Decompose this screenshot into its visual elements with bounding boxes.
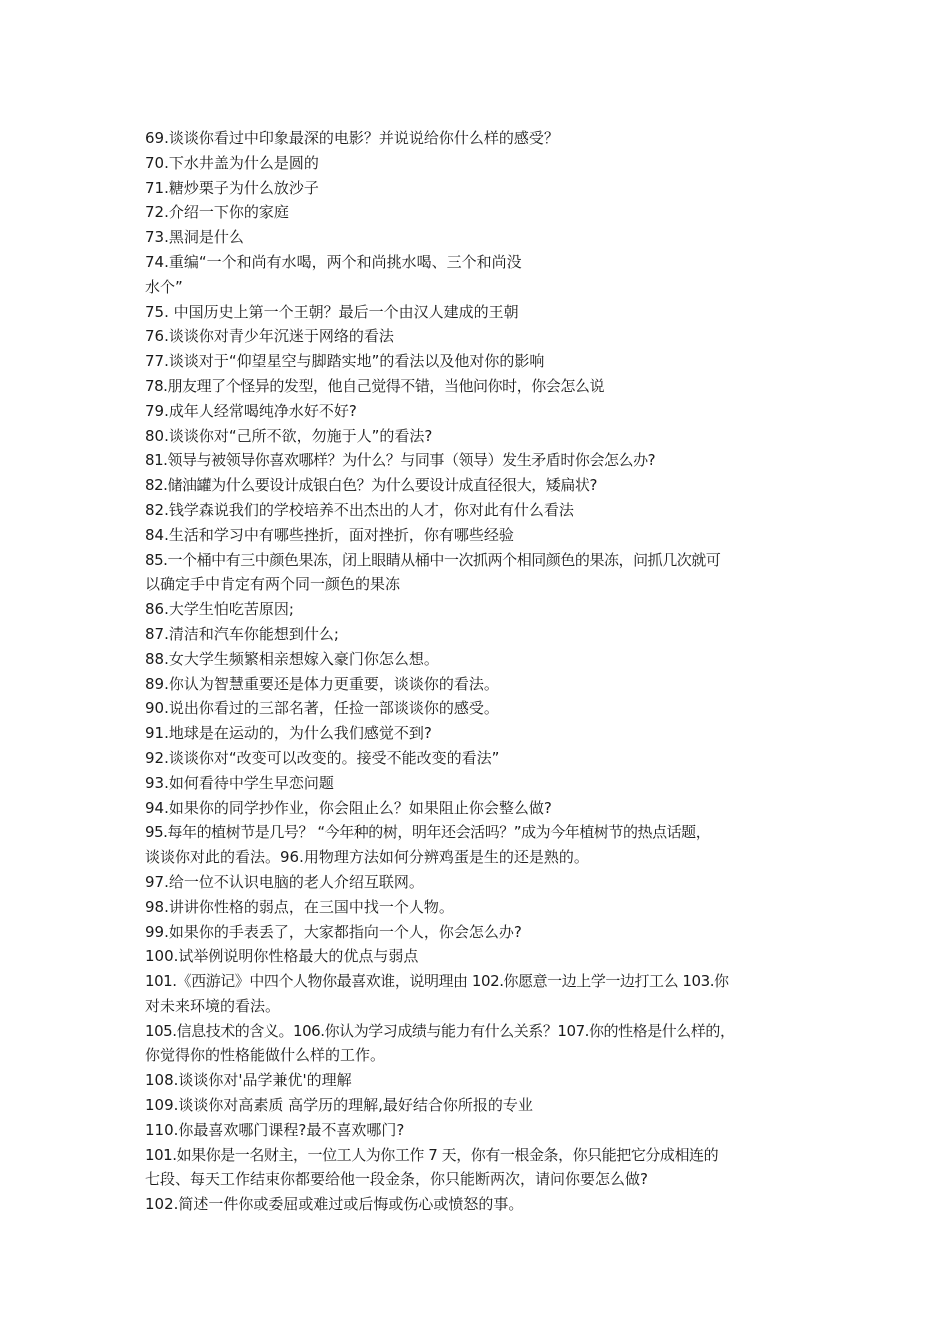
text-line: 80.谈谈你对“己所不欲，勿施于人”的看法? <box>145 426 433 445</box>
text-line: 86.大学生怕吃苦原因; <box>145 600 294 619</box>
text-line: 79.成年人经常喝纯净水好不好? <box>145 401 357 420</box>
text-line: 七段、每天工作结束你都要给他一段金条，你只能断两次，请问你要怎么做? <box>145 1170 648 1189</box>
text-line: 95.每年的植树节是几号？ “今年种的树，明年还会活吗？”成为今年植树节的热点话题， <box>145 823 711 842</box>
text-line: 74.重编“一个和尚有水喝，两个和尚挑水喝、三个和尚没 <box>145 252 522 271</box>
text-line: 99.如果你的手表丢了，大家都指向一个人，你会怎么办? <box>145 922 522 941</box>
text-line: 72.介绍一下你的家庭 <box>145 203 289 222</box>
text-line: 谈谈你对此的看法。96.用物理方法如何分辨鸡蛋是生的还是熟的。 <box>145 848 589 867</box>
text-line: 91.地球是在运动的，为什么我们感觉不到? <box>145 724 432 743</box>
text-line: 水个” <box>145 277 183 296</box>
text-line: 102.简述一件你或委屈或难过或后悔或伤心或愤怒的事。 <box>145 1195 524 1214</box>
text-line: 84.生活和学习中有哪些挫折，面对挫折，你有哪些经验 <box>145 525 514 544</box>
text-line: 109.谈谈你对高素质 高学历的理解,最好结合你所报的专业 <box>145 1096 533 1115</box>
text-line: 89.你认为智慧重要还是体力更重要，谈谈你的看法。 <box>145 674 499 693</box>
text-line: 76.谈谈你对青少年沉迷于网络的看法 <box>145 327 394 346</box>
text-line: 88.女大学生频繁相亲想嫁入豪门你怎么想。 <box>145 649 439 668</box>
text-line: 82.钱学森说我们的学校培养不出杰出的人才，你对此有什么看法 <box>145 500 574 519</box>
text-line: 100.试举例说明你性格最大的优点与弱点 <box>145 947 419 966</box>
text-line: 81.领导与被领导你喜欢哪样？为什么？与同事（领导）发生矛盾时你会怎么办? <box>145 451 656 470</box>
text-line: 你觉得你的性格能做什么样的工作。 <box>145 1046 386 1065</box>
text-line: 101.《西游记》中四个人物你最喜欢谁，说明理由 102.你愿意一边上学一边打工么 103.你 <box>145 972 729 991</box>
text-line: 92.谈谈你对“改变可以改变的。接受不能改变的看法” <box>145 748 500 767</box>
text-line: 70.下水井盖为什么是圆的 <box>145 153 319 172</box>
text-line: 105.信息技术的含义。106.你认为学习成绩与能力有什么关系？107.你的性格是什么样的， <box>145 1021 735 1040</box>
text-line: 97.给一位不认识电脑的老人介绍互联网。 <box>145 872 424 891</box>
text-line: 87.清洁和汽车你能想到什么; <box>145 624 339 643</box>
text-line: 94.如果你的同学抄作业，你会阻止么？如果阻止你会整么做? <box>145 798 552 817</box>
text-line: 108.谈谈你对'品学兼优'的理解 <box>145 1071 352 1090</box>
text-line: 75. 中国历史上第一个王朝？最后一个由汉人建成的王朝 <box>145 302 519 321</box>
text-line: 对未来环境的看法。 <box>145 996 281 1015</box>
text-line: 110.你最喜欢哪门课程?最不喜欢哪门? <box>145 1120 405 1139</box>
text-line: 71.糖炒栗子为什么放沙子 <box>145 178 319 197</box>
document-text-block <box>145 126 815 1217</box>
text-line: 69.谈谈你看过中印象最深的电影？并说说给你什么样的感受？ <box>145 129 559 147</box>
text-line: 85.一个桶中有三中颜色果冻，闭上眼睛从桶中一次抓两个相同颜色的果冻，问抓几次就可 <box>145 550 721 569</box>
text-line: 77.谈谈对于“仰望星空与脚踏实地”的看法以及他对你的影响 <box>145 352 545 371</box>
text-line: 82.储油罐为什么要设计成银白色？为什么要设计成直径很大，矮扁状? <box>145 476 597 495</box>
text-line: 93.如何看待中学生早恋问题 <box>145 773 334 792</box>
text-line: 73.黑洞是什么 <box>145 228 244 247</box>
text-line: 98.讲讲你性格的弱点，在三国中找一个人物。 <box>145 897 454 916</box>
text-line: 90.说出你看过的三部名著，任捡一部谈谈你的感受。 <box>145 699 499 718</box>
text-line: 78.朋友理了个怪异的发型，他自己觉得不错，当他问你时，你会怎么说 <box>145 376 605 395</box>
text-line: 以确定手中肯定有两个同一颜色的果冻 <box>145 575 401 594</box>
text-line: 101.如果你是一名财主，一位工人为你工作 7 天，你有一根金条，你只能把它分成相连的 <box>145 1145 719 1164</box>
